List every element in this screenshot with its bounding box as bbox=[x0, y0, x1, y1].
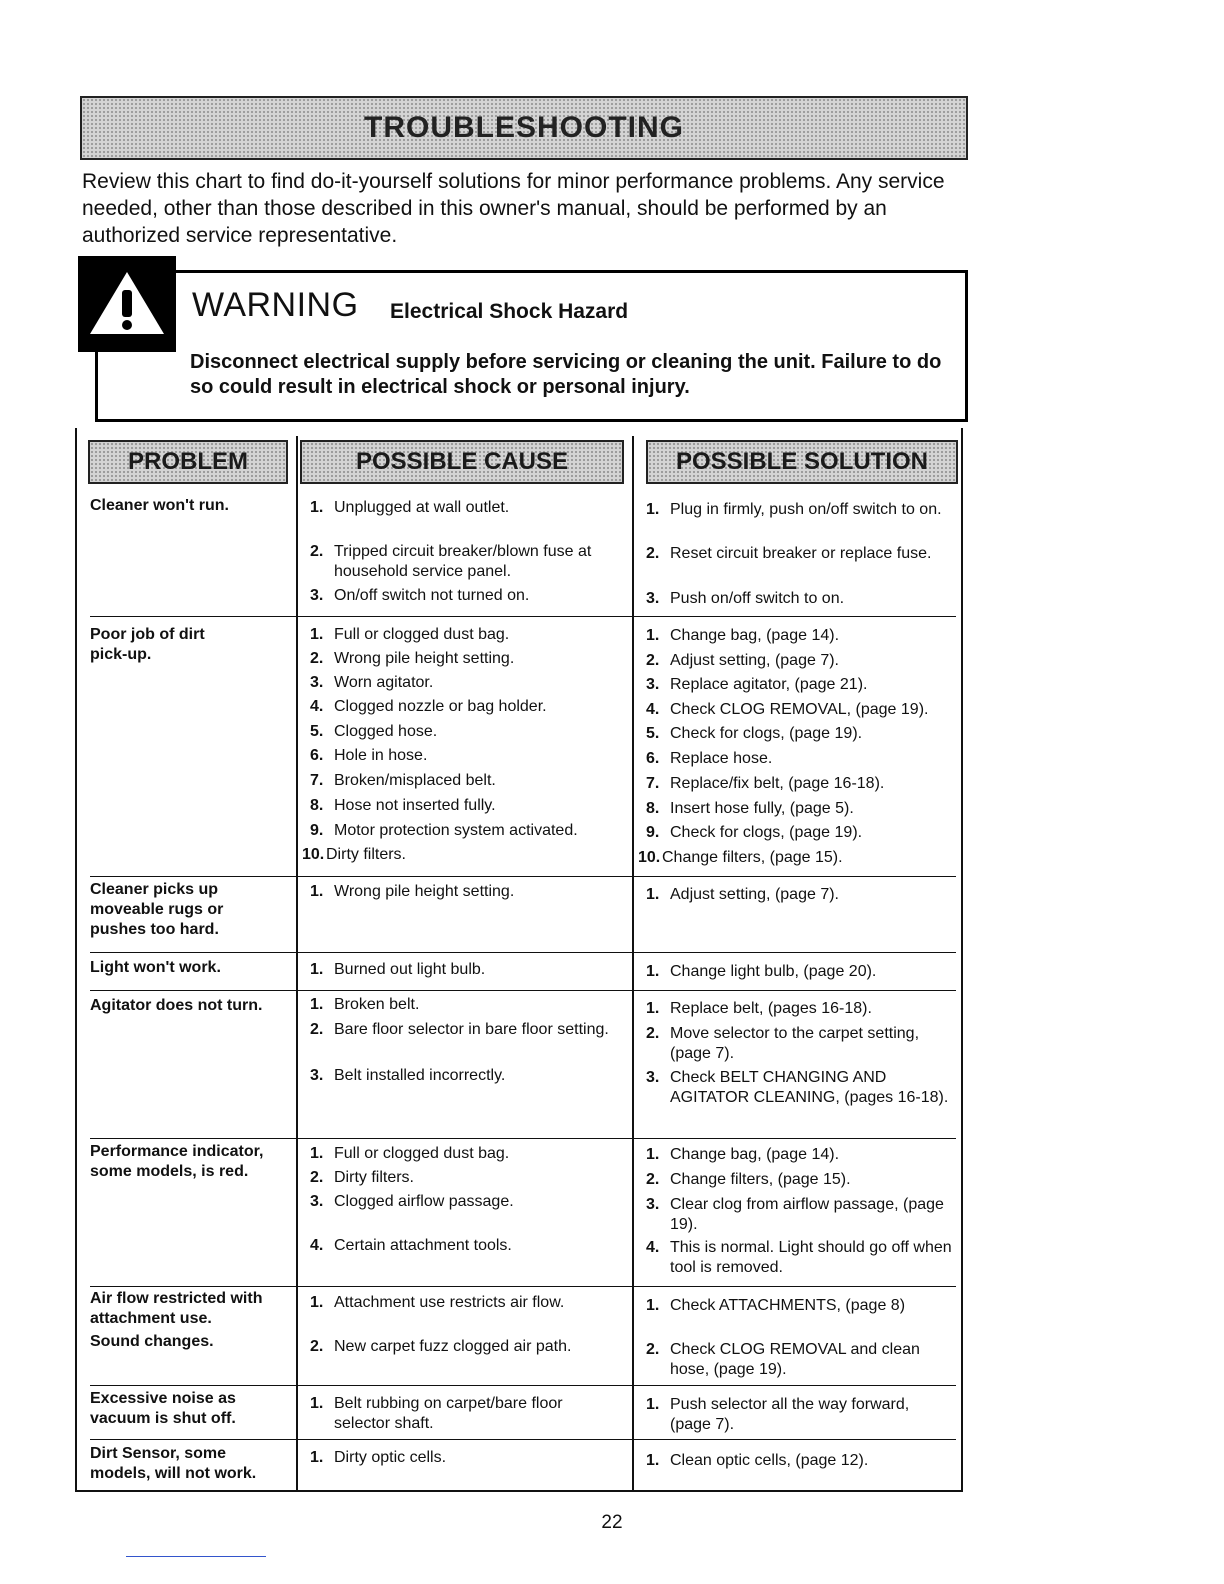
cause-item bbox=[310, 1192, 610, 1212]
item-text: Clogged airflow passage. bbox=[334, 1193, 514, 1210]
cause-item bbox=[310, 882, 610, 902]
item-number: 3. bbox=[646, 1069, 660, 1086]
item-text: Adjust setting, (page 7). bbox=[670, 652, 839, 669]
cause-item bbox=[310, 1236, 610, 1256]
problem-cell: Light won't work. bbox=[90, 959, 221, 976]
header-possible-solution: POSSIBLE SOLUTION bbox=[646, 440, 958, 484]
item-number: 1. bbox=[310, 883, 324, 900]
solution-item bbox=[646, 1024, 952, 1064]
item-number: 1. bbox=[646, 886, 660, 903]
column-divider bbox=[296, 436, 298, 1492]
item-text: Certain attachment tools. bbox=[334, 1237, 512, 1254]
item-number: 1. bbox=[646, 1452, 660, 1469]
item-text: Replace/fix belt, (page 16-18). bbox=[670, 775, 885, 792]
item-number: 2. bbox=[310, 650, 324, 667]
item-number: 3. bbox=[646, 1196, 660, 1213]
cause-item bbox=[310, 697, 610, 717]
header-problem: PROBLEM bbox=[88, 440, 288, 484]
item-number: 1. bbox=[310, 1294, 324, 1311]
problem-cell: Performance indicator, some models, is red. bbox=[90, 1143, 264, 1180]
item-text: On/off switch not turned on. bbox=[334, 587, 530, 604]
cause-item bbox=[310, 1144, 610, 1164]
item-number: 2. bbox=[310, 1338, 324, 1355]
item-text: Broken belt. bbox=[334, 996, 420, 1013]
cause-item bbox=[310, 821, 610, 841]
warning-subtitle: Electrical Shock Hazard bbox=[390, 300, 629, 323]
warning-icon-block bbox=[78, 256, 176, 352]
solution-item bbox=[638, 848, 944, 868]
item-number: 10. bbox=[302, 846, 325, 863]
solution-item bbox=[646, 999, 952, 1019]
item-text: Belt rubbing on carpet/bare floor selector shaft. bbox=[334, 1395, 563, 1432]
problem-cell: Agitator does not turn. bbox=[90, 997, 263, 1014]
item-number: 4. bbox=[310, 1237, 324, 1254]
solution-item bbox=[646, 544, 952, 564]
item-number: 1. bbox=[646, 1146, 660, 1163]
item-text: Clear clog from airflow passage, (page 19). bbox=[670, 1196, 944, 1233]
item-number: 2. bbox=[646, 1341, 660, 1358]
item-text: Change bag, (page 14). bbox=[670, 627, 840, 644]
solution-item bbox=[646, 1145, 952, 1165]
warning-triangle-icon bbox=[88, 270, 166, 336]
item-text: Replace belt, (pages 16-18). bbox=[670, 1000, 872, 1017]
solution-item bbox=[646, 1195, 952, 1235]
item-text: Belt installed incorrectly. bbox=[334, 1067, 506, 1084]
item-number: 2. bbox=[646, 1025, 660, 1042]
solution-item bbox=[646, 675, 952, 695]
cause-item bbox=[310, 722, 610, 742]
item-number: 1. bbox=[310, 1145, 324, 1162]
column-divider bbox=[632, 436, 634, 1492]
intro-paragraph: Review this chart to find do-it-yourself solutions for minor performance problems. Any service needed, other than those described in this owner's manual, should be performed by an authorized service representative. bbox=[82, 170, 945, 247]
page-number: 22 bbox=[601, 1512, 623, 1533]
item-number: 6. bbox=[310, 747, 324, 764]
item-number: 1. bbox=[646, 1297, 660, 1314]
item-text: Replace agitator, (page 21). bbox=[670, 676, 868, 693]
item-text: Worn agitator. bbox=[334, 674, 434, 691]
item-text: New carpet fuzz clogged air path. bbox=[334, 1338, 572, 1355]
item-number: 2. bbox=[646, 545, 660, 562]
solution-item bbox=[646, 724, 952, 744]
problem-cell: Poor job of dirt pick-up. bbox=[90, 626, 205, 663]
item-text: Unplugged at wall outlet. bbox=[334, 499, 510, 516]
problem-cell: Excessive noise as vacuum is shut off. bbox=[90, 1390, 236, 1427]
item-number: 6. bbox=[646, 750, 660, 767]
cause-item bbox=[310, 1168, 610, 1188]
cause-item bbox=[310, 1293, 610, 1313]
item-text: Broken/misplaced belt. bbox=[334, 772, 496, 789]
problem-cell: Cleaner won't run. bbox=[90, 497, 229, 514]
item-number: 8. bbox=[646, 800, 660, 817]
banner-title: TROUBLESHOOTING bbox=[364, 111, 684, 144]
row-divider bbox=[90, 616, 956, 617]
item-text: Replace hose. bbox=[670, 750, 773, 767]
cause-item bbox=[310, 1066, 610, 1086]
item-text: Hole in hose. bbox=[334, 747, 428, 764]
item-number: 2. bbox=[310, 1169, 324, 1186]
item-number: 2. bbox=[310, 1021, 324, 1038]
item-number: 7. bbox=[646, 775, 660, 792]
item-number: 1. bbox=[310, 1395, 324, 1412]
cause-item bbox=[302, 845, 602, 865]
item-text: Push selector all the way forward, (page 7). bbox=[670, 1396, 910, 1433]
item-number: 3. bbox=[646, 676, 660, 693]
item-text: Change bag, (page 14). bbox=[670, 1146, 840, 1163]
cause-item bbox=[310, 542, 610, 582]
item-number: 1. bbox=[646, 501, 660, 518]
solution-item bbox=[646, 589, 952, 609]
cause-item bbox=[310, 746, 610, 766]
problem-cell: Sound changes. bbox=[90, 1333, 214, 1350]
item-number: 9. bbox=[646, 824, 660, 841]
cause-item bbox=[310, 498, 610, 518]
item-text: Check BELT CHANGING AND AGITATOR CLEANING, (pages 16-18). bbox=[670, 1069, 949, 1106]
row-divider bbox=[90, 990, 956, 991]
solution-item bbox=[646, 962, 952, 982]
item-text: Adjust setting, (page 7). bbox=[670, 886, 839, 903]
solution-item bbox=[646, 799, 952, 819]
solution-item bbox=[646, 500, 952, 520]
item-number: 2. bbox=[646, 1171, 660, 1188]
problem-cell: Dirt Sensor, some models, will not work. bbox=[90, 1445, 257, 1482]
cause-item bbox=[310, 1020, 610, 1040]
item-text: Check for clogs, (page 19). bbox=[670, 725, 863, 742]
header-possible-cause: POSSIBLE CAUSE bbox=[300, 440, 624, 484]
item-number: 1. bbox=[310, 626, 324, 643]
row-divider bbox=[90, 876, 956, 877]
row-divider bbox=[90, 1385, 956, 1386]
item-text: Wrong pile height setting. bbox=[334, 650, 515, 667]
item-number: 3. bbox=[310, 1067, 324, 1084]
troubleshooting-banner bbox=[80, 96, 968, 160]
item-number: 3. bbox=[310, 1193, 324, 1210]
solution-item bbox=[646, 1451, 952, 1471]
item-number: 7. bbox=[310, 772, 324, 789]
solution-item bbox=[646, 1296, 952, 1316]
cause-item bbox=[310, 673, 610, 693]
item-text: Tripped circuit breaker/blown fuse at household service panel. bbox=[334, 543, 592, 580]
item-text: Push on/off switch to on. bbox=[670, 590, 845, 607]
item-text: Motor protection system activated. bbox=[334, 822, 578, 839]
solution-item bbox=[646, 626, 952, 646]
item-text: Bare floor selector in bare floor setting. bbox=[334, 1021, 609, 1038]
item-number: 4. bbox=[646, 701, 660, 718]
solution-item bbox=[646, 885, 952, 905]
item-number: 1. bbox=[646, 1396, 660, 1413]
cause-item bbox=[310, 995, 610, 1015]
item-number: 4. bbox=[310, 698, 324, 715]
item-number: 10. bbox=[638, 849, 661, 866]
item-number: 5. bbox=[646, 725, 660, 742]
item-number: 5. bbox=[310, 723, 324, 740]
item-text: Full or clogged dust bag. bbox=[334, 626, 510, 643]
solution-item bbox=[646, 1395, 952, 1435]
item-number: 2. bbox=[646, 652, 660, 669]
item-number: 3. bbox=[310, 587, 324, 604]
item-text: Hose not inserted fully. bbox=[334, 797, 496, 814]
item-text: Burned out light bulb. bbox=[334, 961, 486, 978]
item-text: Change light bulb, (page 20). bbox=[670, 963, 877, 980]
item-text: Move selector to the carpet setting, (page 7). bbox=[670, 1025, 920, 1062]
item-text: Change filters, (page 15). bbox=[662, 849, 843, 866]
footer-rule bbox=[126, 1556, 266, 1557]
item-text: Insert hose fully, (page 5). bbox=[670, 800, 854, 817]
item-text: Clogged hose. bbox=[334, 723, 438, 740]
item-text: Check ATTACHMENTS, (page 8) bbox=[670, 1297, 906, 1314]
item-text: Dirty optic cells. bbox=[334, 1449, 447, 1466]
solution-item bbox=[646, 1170, 952, 1190]
item-text: Dirty filters. bbox=[326, 846, 406, 863]
warning-title: WARNING bbox=[192, 286, 359, 324]
item-number: 1. bbox=[310, 499, 324, 516]
item-number: 9. bbox=[310, 822, 324, 839]
item-number: 3. bbox=[310, 674, 324, 691]
item-text: Full or clogged dust bag. bbox=[334, 1145, 510, 1162]
item-number: 8. bbox=[310, 797, 324, 814]
cause-item bbox=[310, 1448, 610, 1468]
row-divider bbox=[90, 952, 956, 953]
item-text: Plug in firmly, push on/off switch to on. bbox=[670, 501, 942, 518]
cause-item bbox=[310, 796, 610, 816]
solution-item bbox=[646, 1340, 952, 1380]
solution-item bbox=[646, 774, 952, 794]
item-number: 1. bbox=[646, 963, 660, 980]
cause-item bbox=[310, 586, 610, 606]
problem-cell: Cleaner picks up moveable rugs or pushes too hard. bbox=[90, 881, 224, 938]
row-divider bbox=[90, 1138, 956, 1139]
item-text: This is normal. Light should go off when tool is removed. bbox=[670, 1239, 952, 1276]
cause-item bbox=[310, 771, 610, 791]
item-number: 4. bbox=[646, 1239, 660, 1256]
item-number: 2. bbox=[310, 543, 324, 560]
item-text: Check for clogs, (page 19). bbox=[670, 824, 863, 841]
solution-item bbox=[646, 1238, 952, 1278]
row-divider bbox=[90, 1439, 956, 1440]
cause-item bbox=[310, 1394, 610, 1434]
item-number: 3. bbox=[646, 590, 660, 607]
item-text: Clean optic cells, (page 12). bbox=[670, 1452, 869, 1469]
cause-item bbox=[310, 960, 610, 980]
solution-item bbox=[646, 749, 952, 769]
warning-text: Disconnect electrical supply before servicing or cleaning the unit. Failure to do so could result in electrical shock or personal injury. bbox=[190, 351, 942, 398]
item-text: Attachment use restricts air flow. bbox=[334, 1294, 565, 1311]
item-number: 1. bbox=[310, 1449, 324, 1466]
cause-item bbox=[310, 625, 610, 645]
cause-item bbox=[310, 649, 610, 669]
problem-cell: Air flow restricted with attachment use. bbox=[90, 1290, 263, 1327]
solution-item bbox=[646, 700, 952, 720]
item-text: Clogged nozzle or bag holder. bbox=[334, 698, 547, 715]
item-number: 1. bbox=[646, 627, 660, 644]
solution-item bbox=[646, 823, 952, 843]
item-number: 1. bbox=[310, 996, 324, 1013]
solution-item bbox=[646, 651, 952, 671]
item-number: 1. bbox=[646, 1000, 660, 1017]
item-text: Dirty filters. bbox=[334, 1169, 414, 1186]
item-text: Reset circuit breaker or replace fuse. bbox=[670, 545, 932, 562]
item-number: 1. bbox=[310, 961, 324, 978]
item-text: Change filters, (page 15). bbox=[670, 1171, 851, 1188]
item-text: Check CLOG REMOVAL and clean hose, (page 19). bbox=[670, 1341, 920, 1378]
solution-item bbox=[646, 1068, 952, 1108]
item-text: Wrong pile height setting. bbox=[334, 883, 515, 900]
item-text: Check CLOG REMOVAL, (page 19). bbox=[670, 701, 929, 718]
cause-item bbox=[310, 1337, 610, 1357]
row-divider bbox=[90, 1286, 956, 1287]
